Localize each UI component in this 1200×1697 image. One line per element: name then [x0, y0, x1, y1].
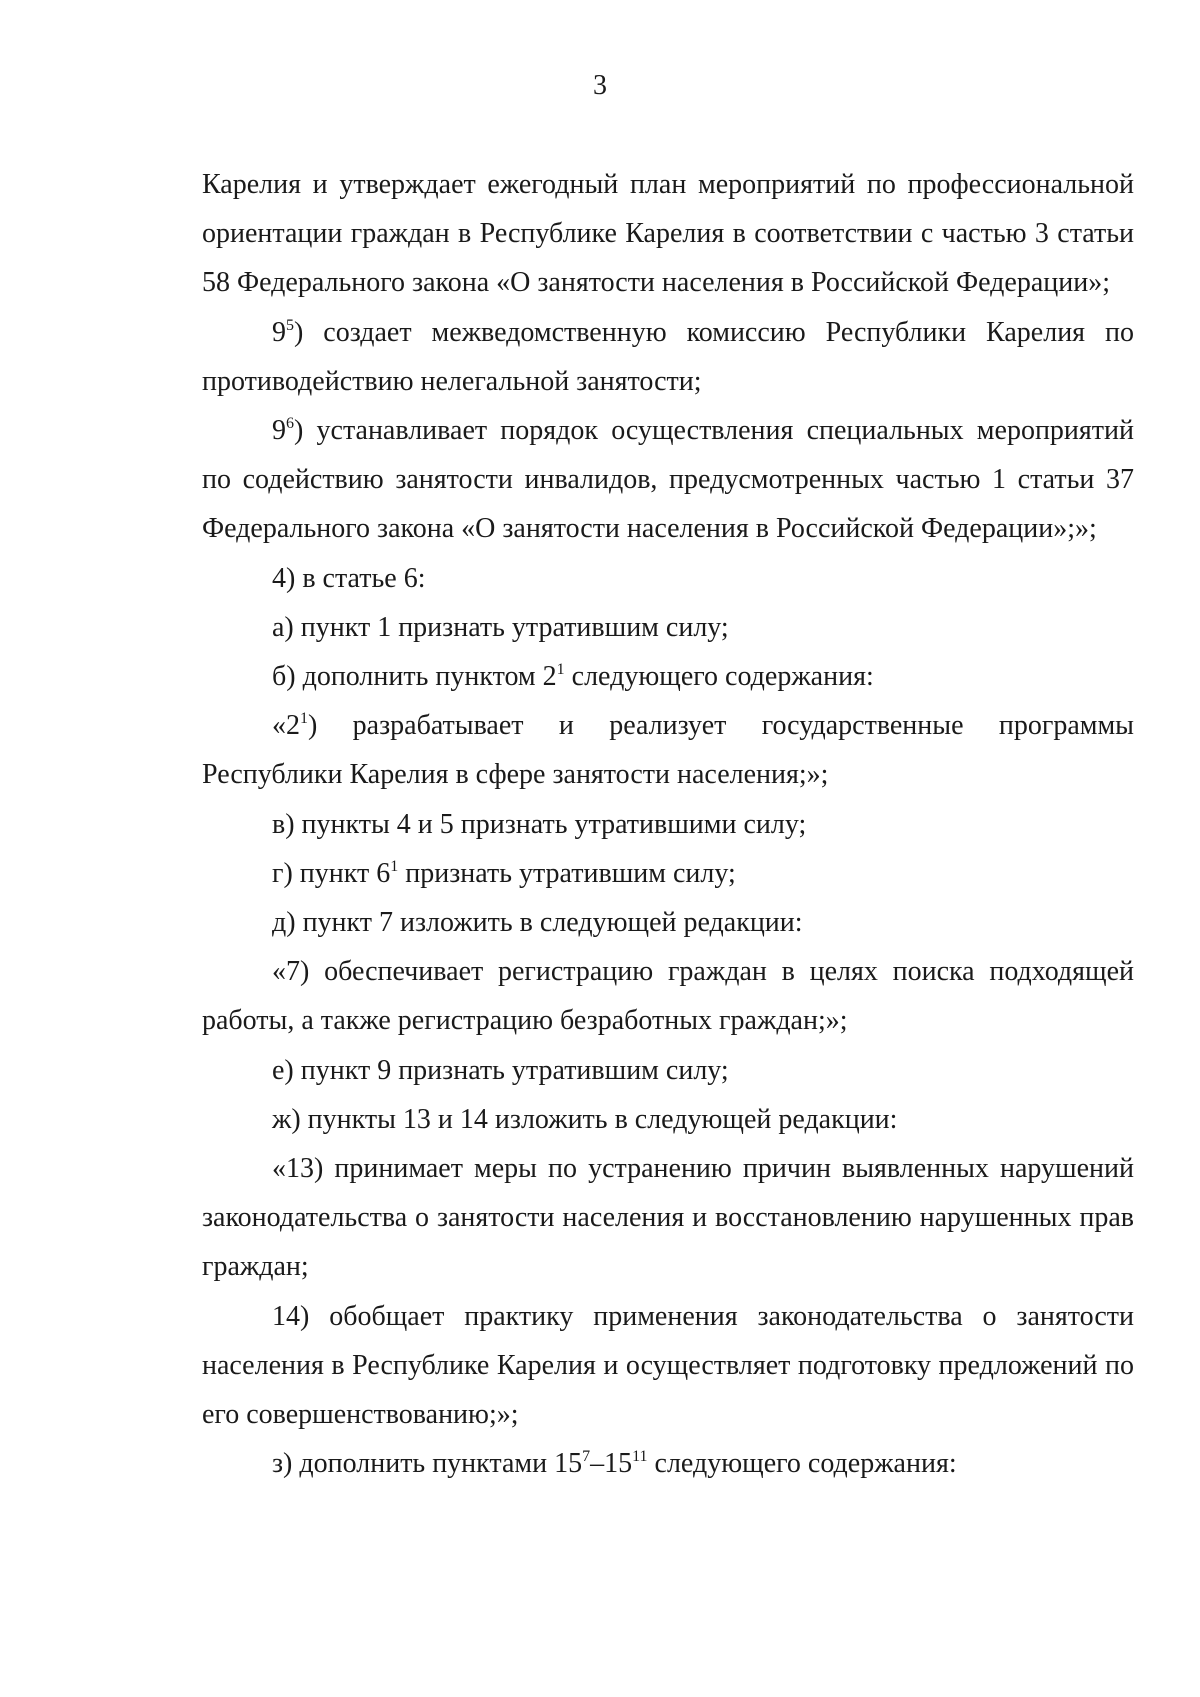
- superscript: 1: [556, 661, 565, 679]
- paragraph: [202, 1095, 1134, 1144]
- paragraph-text: 14) обобщает практику применения законодательства о занятости населения в Республике Карелия и осуществляет подготовку предложений по его совершенствованию;»;: [202, 1300, 1134, 1431]
- paragraph: [202, 603, 1134, 652]
- paragraph-text: ж) пункты 13 и 14 изложить в следующей редакции:: [272, 1103, 898, 1135]
- paragraph-text: следующего содержания:: [647, 1448, 957, 1480]
- paragraph-text: в) пункты 4 и 5 признать утратившими силу;: [272, 808, 807, 840]
- paragraph: [202, 1046, 1134, 1095]
- paragraph-text: «2: [272, 710, 300, 742]
- paragraph-text: д) пункт 7 изложить в следующей редакции:: [272, 907, 803, 939]
- paragraph: [202, 947, 1134, 1045]
- paragraph-text: Карелия и утверждает ежегодный план мероприятий по профессиональной ориентации граждан в Республике Карелия в соответствии с частью 3 статьи 58 Федерального закона «О занятости населения в Российской Федерации»;: [202, 169, 1134, 299]
- superscript: 7: [582, 1448, 591, 1466]
- superscript: 11: [632, 1448, 648, 1466]
- superscript: 1: [300, 710, 308, 728]
- paragraph: [202, 652, 1134, 701]
- paragraph: [202, 800, 1134, 849]
- paragraph: [202, 1144, 1134, 1292]
- page-number: 3: [593, 70, 607, 101]
- paragraph-text: следующего содержания:: [564, 661, 874, 693]
- paragraph-text: 4) в статье 6:: [272, 562, 426, 594]
- paragraph: [202, 849, 1134, 898]
- paragraph: [202, 1439, 1134, 1488]
- paragraph-text: е) пункт 9 признать утратившим силу;: [272, 1054, 729, 1086]
- superscript: 1: [390, 857, 399, 875]
- paragraph: [202, 406, 1134, 554]
- paragraph: [202, 701, 1134, 799]
- paragraph-text: «7) обеспечивает регистрацию граждан в целях поиска подходящей работы, а также регистрацию безработных граждан;»;: [202, 956, 1134, 1037]
- paragraph-text: г) пункт 6: [272, 857, 391, 889]
- paragraph-text: «13) принимает меры по устранению причин выявленных нарушений законодательства о занятости населения и восстановлению нарушенных прав граждан;: [202, 1153, 1134, 1283]
- paragraph-text: ) устанавливает порядок осуществления специальных мероприятий по содействию занятости инвалидов, предусмотренных частью 1 статьи 37 Федерального закона «О занятости населения в Российской Федерации»;»;: [202, 415, 1134, 545]
- document-body: [202, 160, 1134, 1488]
- paragraph-text: б) дополнить пунктом 2: [272, 661, 557, 693]
- paragraph-text: –15: [590, 1448, 633, 1480]
- paragraph-text: 9: [272, 415, 286, 447]
- paragraph-text: признать утратившим силу;: [398, 857, 736, 889]
- paragraph: [202, 308, 1134, 406]
- paragraph-text: з) дополнить пунктами 15: [272, 1448, 583, 1480]
- paragraph-text: ) разрабатывает и реализует государственные программы Республики Карелия в сфере занятости населения;»;: [202, 710, 1134, 791]
- superscript: 5: [286, 316, 294, 334]
- paragraph-text: ) создает межведомственную комиссию Республики Карелия по противодействию нелегальной занятости;: [202, 316, 1134, 397]
- paragraph-text: а) пункт 1 признать утратившим силу;: [272, 611, 729, 643]
- paragraph-text: 9: [272, 316, 286, 348]
- superscript: 6: [286, 415, 294, 433]
- paragraph: [202, 898, 1134, 947]
- paragraph: [202, 160, 1134, 308]
- paragraph: [202, 554, 1134, 603]
- paragraph: [202, 1292, 1134, 1440]
